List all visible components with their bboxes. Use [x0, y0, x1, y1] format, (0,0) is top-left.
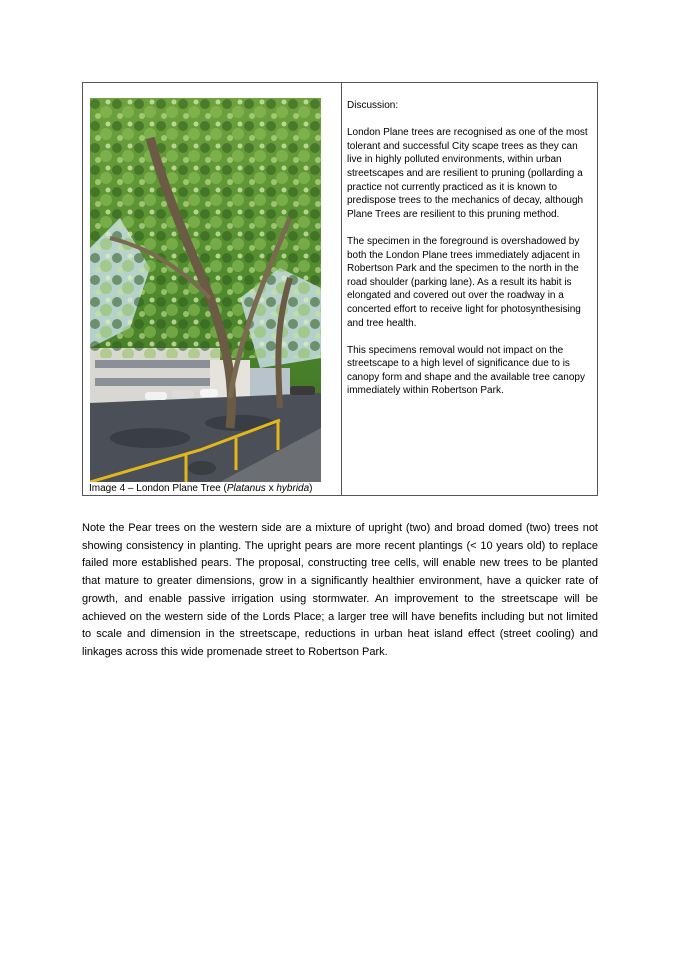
caption-genus: Platanus: [226, 483, 266, 494]
caption-prefix: Image 4 – London Plane Tree (: [89, 483, 227, 494]
pear-trees-note: Note the Pear trees on the western side are a mixture of upright (two) and broad domed (two) trees not showing consistency in planting. The upright pears are more recent plantings (< 10 years old) to replace failed more established pears. The proposal, constructing tree cells, will enable new trees to be planted that mature to greater dimensions, grow in a significantly healthier environment, have a quicker rate of growth, and enable passive irrigation using stormwater. An improvement to the streetscape will be achieved on the western side of the Lords Place; a larger tree will have benefits including but not limited to scale and dimension in the streetscape, reductions in urban heat island effect (street cooling) and linkages across this wide promenade street to Robertson Park.: [82, 522, 598, 658]
discussion-column: [347, 99, 595, 412]
tree-photo-illustration: [90, 98, 321, 482]
discussion-heading: Discussion:: [347, 100, 399, 111]
caption-x: x: [265, 483, 277, 494]
discussion-paragraph-3: This specimens removal would not impact on the streetscape to a high level of significance due to is canopy form and shape and the available tree canopy immediately within Robertson Park.: [347, 344, 585, 397]
discussion-paragraph-1: London Plane trees are recognised as one of the most tolerant and successful City scape trees as they can live in highly polluted environments, within urban streetscapes and are resilient to pruning (pollarding a practice not currently practiced as it is known to predispose trees to the mechanics of decay, although Plane Trees are resilient to this pruning method.: [347, 127, 588, 220]
caption-suffix: ): [309, 483, 313, 494]
figure-table: [82, 82, 598, 496]
caption-species: hybrida: [276, 483, 310, 494]
discussion-paragraph-2: The specimen in the foreground is overshadowed by both the London Plane trees immediately adjacent in Robertson Park and the specimen to the north in the road shoulder (parking lane). As a result its habit is elongated and covered out over the roadway in a concerted effort to receive light for photosynthesising and tree health.: [347, 235, 581, 329]
london-plane-tree-photo: [90, 98, 321, 482]
figure-caption: [89, 483, 339, 495]
table-divider: [341, 83, 342, 495]
